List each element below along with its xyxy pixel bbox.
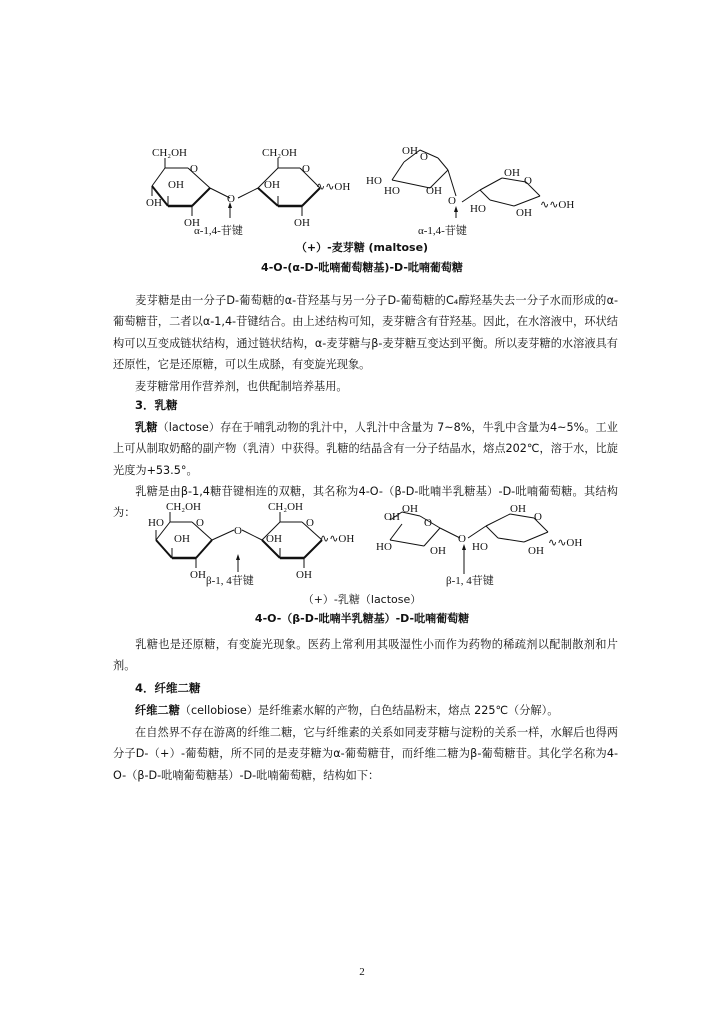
lactose-chair-oh-4: OH — [528, 545, 544, 557]
maltose-structure-figure — [130, 138, 610, 236]
maltose-oh-5: OH — [294, 217, 310, 229]
maltose-chair-ho-1: HO — [366, 175, 382, 187]
maltose-ch2oh-left: CH₂OH — [152, 147, 188, 159]
maltose-bond-label-right: α-1,4-苷键 — [418, 225, 467, 236]
lactose-structure-figure — [140, 498, 610, 590]
maltose-chair-oh-3: OH — [504, 167, 520, 179]
lactose-chair-o-2: O — [534, 511, 542, 523]
lactose-ring-o-left: O — [196, 517, 204, 529]
paragraph-maltose-description — [113, 290, 618, 375]
lactose-bond-label-left: β-1, 4苷键 — [206, 575, 254, 587]
maltose-ring-o-left: O — [190, 163, 198, 175]
lactose-structure-svg — [140, 498, 610, 590]
lactose-chair-ho-1: HO — [376, 541, 392, 553]
maltose-chair-oh-1: OH — [402, 145, 418, 157]
paragraph-maltose-use — [113, 376, 618, 397]
maltose-chair-bridge-o: O — [448, 195, 456, 207]
paragraph-lactose-intro-text: （lactose）存在于哺乳动物的乳汁中，人乳汁中含量为 7~8%，牛乳中含量为4~5%。工业上可从制取奶酪的副产物（乳清）中获得。乳糖的结晶含有一分子结晶水，熔点202℃，溶于水，比旋光度为+53.5°。 — [113, 421, 618, 477]
lactose-oh-3: OH — [266, 533, 282, 545]
maltose-chair-oh-4: OH — [516, 207, 532, 219]
lactose-chair-oh-2: OH — [430, 545, 446, 557]
maltose-chair-ho-3: HO — [470, 203, 486, 215]
maltose-iupac-caption: 4-O-(α-D-吡喃葡萄糖基)-D-吡喃葡萄糖 — [261, 261, 463, 274]
lactose-ch2oh-left: CH₂OH — [166, 501, 202, 513]
term-lactose: 乳糖 — [135, 421, 158, 434]
paragraph-cellobiose-intro — [113, 700, 618, 721]
lactose-ch2oh-right: CH₂OH — [268, 501, 304, 513]
maltose-name-caption: （+）-麦芽糖 (maltose) — [295, 241, 429, 254]
lactose-oh-2: OH — [190, 569, 206, 581]
paragraph-lactose-intro — [113, 417, 618, 481]
paragraph-lactose-use — [113, 634, 618, 677]
term-cellobiose: 纤维二糖 — [135, 704, 180, 717]
maltose-bond-label-left: α-1,4-苷键 — [194, 225, 243, 236]
maltose-chair-o-2: O — [524, 175, 532, 187]
paragraph-lactose-structure-text: 乳糖是由β-1,4糖苷键相连的双糖，其名称为4-O-（β-D-吡喃半乳糖基）-D-吡喃葡萄糖。其结构为： — [113, 485, 618, 520]
section-heading-lactose: 3．乳糖 — [135, 398, 178, 412]
lactose-chair-oh-1: OH — [384, 511, 400, 523]
paragraph-lactose-use-text: 乳糖也是还原糖，有变旋光现象。医药上常利用其吸湿性小而作为药物的稀疏剂以配制散剂和片剂。 — [113, 638, 618, 673]
lactose-wavy-oh: ∿∿OH — [320, 533, 355, 545]
maltose-oh-1: OH — [168, 179, 184, 191]
maltose-oh-2: OH — [146, 197, 162, 209]
lactose-ho-1: HO — [148, 517, 164, 529]
section-heading-cellobiose: 4．纤维二糖 — [135, 681, 201, 695]
maltose-structure-svg — [130, 138, 610, 236]
maltose-bridge-o: O — [227, 193, 235, 205]
maltose-chair-ho-2: HO — [384, 185, 400, 197]
paragraph-cellobiose-intro-text: （cellobiose）是纤维素水解的产物，白色结晶粉末，熔点 225℃（分解）。 — [179, 704, 559, 717]
lactose-bond-label-right: β-1, 4苷键 — [446, 575, 494, 587]
lactose-iupac-caption: 4-O-（β-D-吡喃半乳糖基）-D-吡喃葡萄糖 — [254, 612, 470, 625]
lactose-ring-o-right: O — [306, 517, 314, 529]
maltose-oh-4: OH — [264, 179, 280, 191]
lactose-chair-bridge-o: O — [458, 533, 466, 545]
paragraph-maltose-use-text: 麦芽糖常用作营养剂，也供配制培养基用。 — [135, 380, 348, 393]
lactose-bridge-o: O — [234, 525, 242, 537]
lactose-chair-oh-3: OH — [510, 503, 526, 515]
lactose-name-caption: （+）-乳糖（lactose） — [302, 593, 422, 606]
lactose-chair-ho-2: HO — [472, 541, 488, 553]
maltose-chair-oh-2: OH — [426, 185, 442, 197]
maltose-ring-o-right: O — [302, 163, 310, 175]
lactose-oh-4: OH — [296, 569, 312, 581]
page-number: 2 — [359, 966, 365, 978]
maltose-chair-o-1: O — [420, 151, 428, 163]
maltose-chair-wavy-oh: ∿∿OH — [540, 199, 575, 211]
lactose-chair-o-1: O — [424, 517, 432, 529]
maltose-oh-3: OH — [184, 217, 200, 229]
paragraph-cellobiose-structure — [113, 722, 618, 786]
paragraph-maltose-text: 麦芽糖是由一分子D-葡萄糖的α-苷羟基与另一分子D-葡萄糖的C₄醇羟基失去一分子水而形成的α-葡萄糖苷，二者以α-1,4-苷键结合。由上述结构可知，麦芽糖含有苷羟基。因此，在水溶液中，环状结构可以互变成链状结构，通过链状结构，α-麦芽糖与β-麦芽糖互变达到平衡。所以麦芽糖的水溶液具有还原性，它是还原糖，可以生成脎，有变旋光现象。 — [113, 294, 618, 371]
paragraph-cellobiose-structure-text: 在自然界不存在游离的纤维二糖，它与纤维素的关系如同麦芽糖与淀粉的关系一样，水解后也得两分子D-（+）-葡萄糖，所不同的是麦芽糖为α-葡萄糖苷，而纤维二糖为β-葡萄糖苷。其化学名称为4-O-（β-D-吡喃葡萄糖基）-D-吡喃葡萄糖，结构如下： — [113, 726, 618, 782]
lactose-chair-oh-0: OH — [402, 503, 418, 515]
maltose-wavy-oh: ∿∿OH — [316, 181, 351, 193]
lactose-chair-wavy-oh: ∿∿OH — [548, 537, 583, 549]
maltose-ch2oh-right: CH₂OH — [262, 147, 298, 159]
lactose-oh-1: OH — [174, 533, 190, 545]
